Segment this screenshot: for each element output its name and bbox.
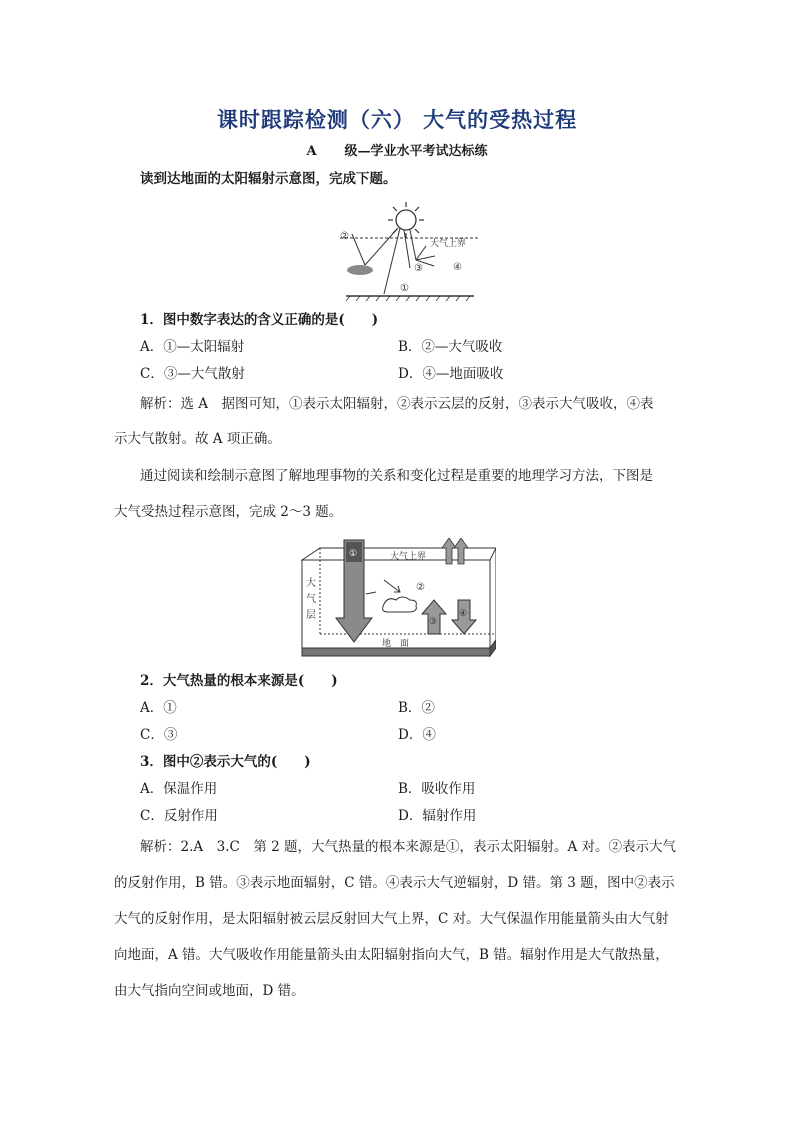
solar-radiation-diagram [340, 198, 480, 302]
marker-1: ① [400, 283, 409, 294]
analysis2-line5: 由大气指向空间或地面，D 错。 [114, 983, 305, 999]
subtitle-text: 级—学业水平考试达标练 [344, 144, 488, 159]
q3-stem: 3．图中②表示大气的( ) [140, 754, 311, 770]
ground-slab [302, 648, 490, 656]
q3-option-b: B．吸收作用 [398, 781, 476, 797]
analysis2-line1: 解析：2.A 3.C 第 2 题，大气热量的根本来源是①，表示太阳辐射。A 对。②表示大气 [140, 839, 677, 855]
intro-figure1: 读到达地面的太阳辐射示意图，完成下题。 [140, 171, 397, 187]
q1-stem: 1．图中数字表达的含义正确的是( ) [140, 312, 379, 328]
q3-option-c: C．反射作用 [140, 808, 218, 824]
marker-3: ③ [414, 263, 423, 274]
side-label-2: 气 [306, 594, 316, 605]
intro2-line1: 通过阅读和绘制示意图了解地理事物的关系和变化过程是重要的地理学习方法，下图是 [140, 468, 653, 484]
boundary-label-2: 大气上界 [390, 552, 427, 562]
q2-option-a: A．① [140, 700, 177, 716]
section-subtitle [0, 140, 794, 159]
marker-1b: ① [349, 549, 358, 559]
side-label-3: 层 [306, 610, 316, 621]
q3-option-a: A．保温作用 [140, 781, 218, 797]
ground-label: 地 面 [382, 639, 410, 649]
atmosphere-heating-diagram [300, 538, 496, 666]
marker-2b: ② [416, 582, 425, 593]
intro2-line2: 大气受热过程示意图，完成 2～3 题。 [114, 504, 343, 520]
cloud-icon [347, 265, 373, 275]
level-label: A [306, 144, 317, 159]
marker-4b: ④ [459, 609, 468, 619]
analysis1-line1: 解析：选 A 据图可知，①表示太阳辐射，②表示云层的反射，③表示大气吸收，④表 [140, 396, 654, 412]
q1-option-d: D．④—地面吸收 [398, 366, 504, 382]
q1-option-b: B．②—大气吸收 [398, 339, 503, 355]
q2-option-b: B．② [398, 700, 435, 716]
q1-option-c: C．③—大气散射 [140, 366, 245, 382]
q3-option-d: D．辐射作用 [398, 808, 477, 824]
q2-option-c: C．③ [140, 727, 178, 743]
q2-option-d: D．④ [398, 727, 436, 743]
boundary-label: 大气上界 [430, 239, 467, 249]
q2-stem: 2．大气热量的根本来源是( ) [140, 673, 338, 689]
page-title: 课时跟踪检测（六） 大气的受热过程 [216, 107, 578, 132]
analysis2-line2: 的反射作用，B 错。③表示地面辐射，C 错。④表示大气逆辐射，D 错。第 3 题，图中②表示 [114, 875, 675, 891]
analysis2-line4: 向地面，A 错。大气吸收作用能量箭头由太阳辐射指向大气，B 错。辐射作用是大气散热量， [114, 947, 669, 963]
side-label-1: 大 [306, 578, 316, 589]
marker-2: ② [340, 231, 349, 242]
q1-option-a: A．①—太阳辐射 [140, 339, 245, 355]
marker-3b: ③ [429, 617, 438, 627]
analysis1-line2: 示大气散射。故 A 项正确。 [114, 431, 281, 447]
marker-4: ④ [453, 262, 462, 273]
analysis2-line3: 大气的反射作用，是太阳辐射被云层反射回大气上界，C 对。大气保温作用能量箭头由大气射 [114, 911, 669, 927]
